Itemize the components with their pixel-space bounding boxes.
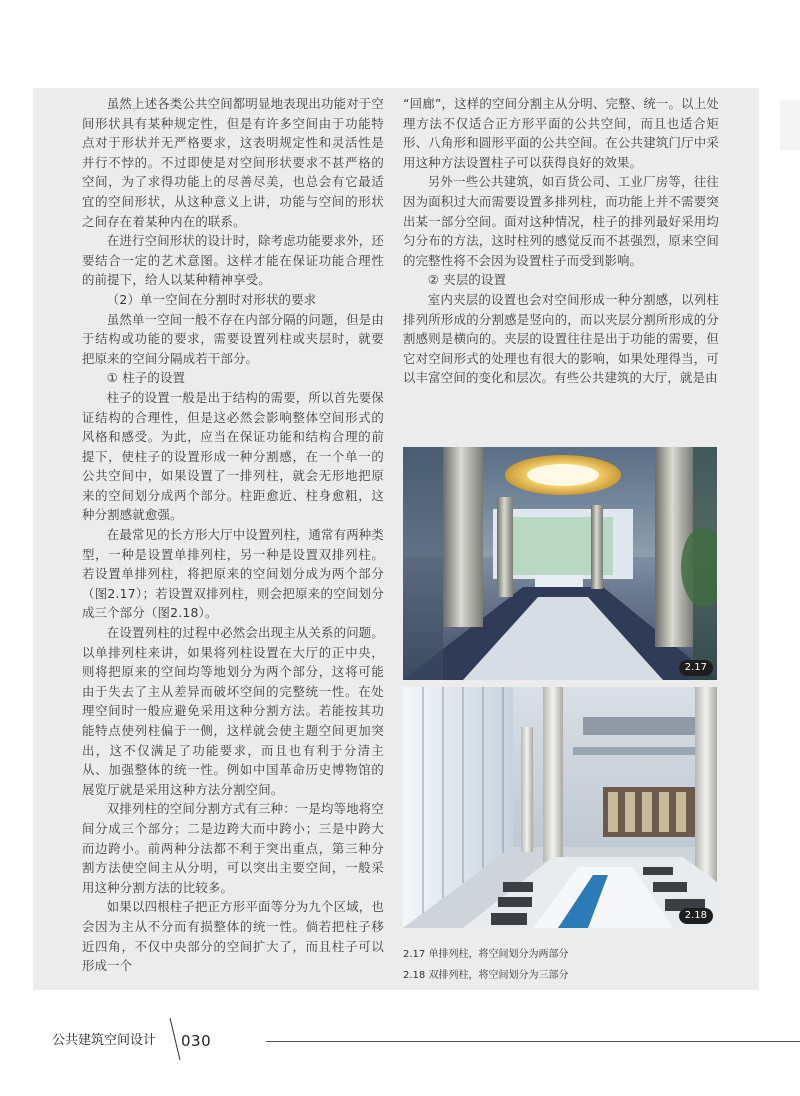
- subsection-heading: ① 柱子的设置: [106, 370, 186, 386]
- paragraph: 在设置列柱的过程中必然会出现主从关系的问题。以单排列柱来讲，如果将列柱设置在大厅的正中央，则将把原来的空间均等地划分为两个部分，这将可能由于失去了主从差异而破坏空间的完整统一性。在处理空间时一般应避免采用这种分割方法。若能按其功能特点使列柱偏于一侧，这样就会使主题空间更加突出，这不仅满足了功能要求，而且也有利于分清主从、加强整体的统一性。例如中国革命历史博物馆的展览厅就是采用这种方法分割空间。: [82, 625, 384, 797]
- paragraph: 在最常见的长方形大厅中设置列柱，通常有两种类型，一种是设置单排列柱，另一种是设置双排列柱。若设置单排列柱，将把原来的空间划分成为两个部分（图2.17）；若设置双排列柱，则会把原来的空间划分成三个部分（图2.18）。: [82, 527, 384, 621]
- page-edge-strip: [780, 100, 800, 150]
- paragraph: 虽然上述各类公共空间都明显地表现出功能对于空间形状具有某种规定性，但是有许多空间由于功能特点对于形状并无严格要求，这表明规定性和灵活性是并行不悖的。不过即使是对空间形状要求不甚严格的空间，为了求得功能上的尽善尽美，也总会有它最适宜的空间形状，从这种意义上讲，功能与空间的形状之间存在着某种内在的联系。: [82, 96, 384, 229]
- footer-rule: [266, 1041, 800, 1042]
- left-text-column: [82, 94, 384, 976]
- paragraph: 在进行空间形状的设计时，除考虑功能要求外，还要结合一定的艺术意图。这样才能在保证功能合理性的前提下，给人以某种精神享受。: [82, 233, 384, 288]
- figure-number-badge: 2.18: [679, 908, 713, 924]
- paragraph: 如果以四根柱子把正方形平面等分为九个区域，也会因为主从不分而有损整体的统一性。倘若把柱子移近四角，不仅中央部分的空间扩大了，而且柱子可以形成一个: [82, 899, 384, 974]
- paragraph: 另外一些公共建筑，如百货公司、工业厂房等，往往因为面积过大而需要设置多排列柱，而功能上并不需要突出某一部分空间。面对这种情况，柱子的排列最好采用均匀分布的方法，这时柱列的感觉反而不甚强烈，原来空间的完整性将不会因为设置柱子而受到影响。: [403, 174, 719, 268]
- section-heading: （2）单一空间在分割时对形状的要求: [106, 291, 317, 307]
- paragraph: 柱子的设置一般是出于结构的需要，所以首先要保证结构的合理性，但是这必然会影响整体空间形式的风格和感受。为此，应当在保证功能和结构合理的前提下，使柱子的设置形成一种分割感，在一个单一的公共空间中，如果设置了一排列柱，就会无形地把原来的空间划分成两个部分。柱距愈近、柱身愈粗，这种分割感就愈强。: [82, 389, 384, 523]
- paragraph: 双排列柱的空间分割方式有三种：一是均等地将空间分成三个部分；二是边跨大而中跨小；三是中跨大而边跨小。前两种分法都不利于突出重点，第三种分割方法使空间主从分明，可以突出主要空间，一般采用这种分割方法的比较多。: [82, 801, 384, 895]
- book-title: 公共建筑空间设计: [52, 1033, 157, 1048]
- figure-2-17-photo: [403, 447, 717, 680]
- paragraph: 室内夹层的设置也会对空间形成一种分割感，以列柱排列所形成的分割感是竖向的，而以夹层分割所形成的分割感则是横向的。夹层的设置往往是出于功能的需要，但它对空间形式的处理也有很大的影响，如果处理得当，可以丰富空间的变化和层次。有些公共建筑的大厅，就是由: [403, 291, 719, 386]
- paragraph: 虽然单一空间一般不存在内部分隔的问题，但是由于结构或功能的要求，需要设置列柱或夹层时，就要把原来的空间分隔成若干部分。: [82, 311, 384, 366]
- atrium-rendering-image: [403, 687, 717, 928]
- figure-number-badge: 2.17: [679, 660, 713, 676]
- figure-caption: 2.18 双排列柱，将空间划分为三部分: [403, 970, 569, 981]
- right-text-column: [403, 94, 719, 388]
- figure-2-18-photo: [403, 687, 717, 928]
- lobby-rendering-image: [403, 447, 717, 680]
- paragraph: “回廊”，这样的空间分割主从分明、完整、统一。以上处理方法不仅适合正方形平面的公共空间，而且也适合矩形、八角形和圆形平面的公共空间。在公共建筑门厅中采用这种方法设置柱子可以获得良好的效果。: [403, 96, 719, 170]
- figure-caption: 2.17 单排列柱，将空间划分为两部分: [403, 949, 569, 960]
- page-number: 030: [181, 1032, 212, 1050]
- subsection-heading: ② 夹层的设置: [427, 272, 507, 288]
